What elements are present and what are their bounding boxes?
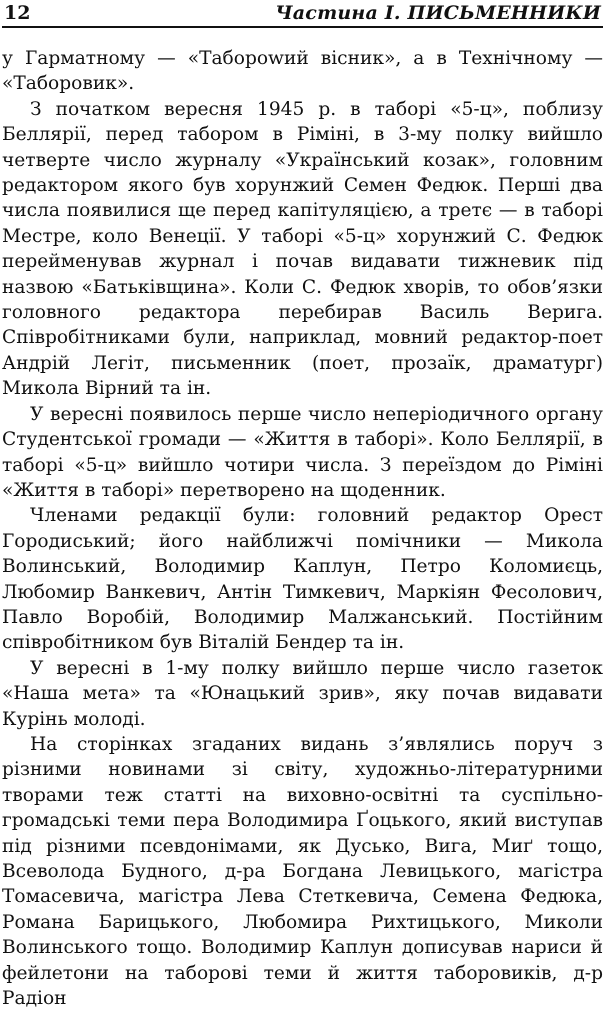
page-number: 12 [4,2,31,24]
paragraph-continued: у Гарматному — «Табороwий вісник», а в Технічному — «Таборовик». [2,48,603,95]
body-text [2,46,603,1011]
part-title: Частина I. ПИСЬМЕННИКИ [275,2,601,24]
running-head [2,2,603,24]
paragraph: На сторінках згаданих видань з’являлись поруч з різними новинами зі світу, художньо-літературними творами теж статті на виховно-освітні та суспільно-громадські теми пера Володимира Ґоцького, який виступав під різними псевдонімами, як Дусько, Вига, Миґ тощо, Всеволода Будного, д-ра Богдана Левицького, магістра Томасевича, магістра Лева Стеткевича, Семена Федюка, Романа Барицького, Любомира Рихтицького, Миколи Волинського тощо. Володимир Каплун дописував нариси й фейлетони на таборові теми й життя таборовиків, д-р Радіон [2,733,603,1010]
paragraph: З початком вересня 1945 р. в таборі «5-ц», поблизу Беллярії, перед табором в Ріміні, в 3-му полку вийшло четверте число журналу «Український козак», головним редактором якого був хорунжий Семен Федюк. Перші два числа появилися ще перед капітуляцією, а третє — в таборі Местре, коло Венеції. У таборі «5-ц» хорунжий С. Федюк перейменував журнал і почав видавати тижневик під назвою «Батьківщина». Коли С. Федюк хворів, то обов’язки головного редактора перебирав Василь Верига. Співробітниками були, наприклад, мовний редактор-поет Андрій Легіт, письменник (поет, прозаїк, драматург) Микола Вірний та ін. [2,98,603,400]
paragraph: Членами редакції були: головний редактор Орест Городиський; його найближчі помічники — Микола Волинський, Володимир Каплун, Петро Коломиєць, Любомир Ванкевич, Антін Тимкевич, Маркіян Фесолович, Павло Воробій, Володимир Малжанський. Постійним співробітником був Віталій Бендер та ін. [2,505,603,654]
paragraph: У вересні появилось перше число неперіодичного органу Студентської громади — «Життя в таборі». Коло Беллярії, в таборі «5-ц» вийшло чотири числа. З переїздом до Ріміні «Життя в таборі» перетворено на щоденник. [2,403,603,501]
paragraph: У вересні в 1-му полку вийшло перше число газеток «Наша мета» та «Юнацький зрив», яку почав видавати Курінь молоді. [2,657,603,730]
header-rule [2,26,603,28]
